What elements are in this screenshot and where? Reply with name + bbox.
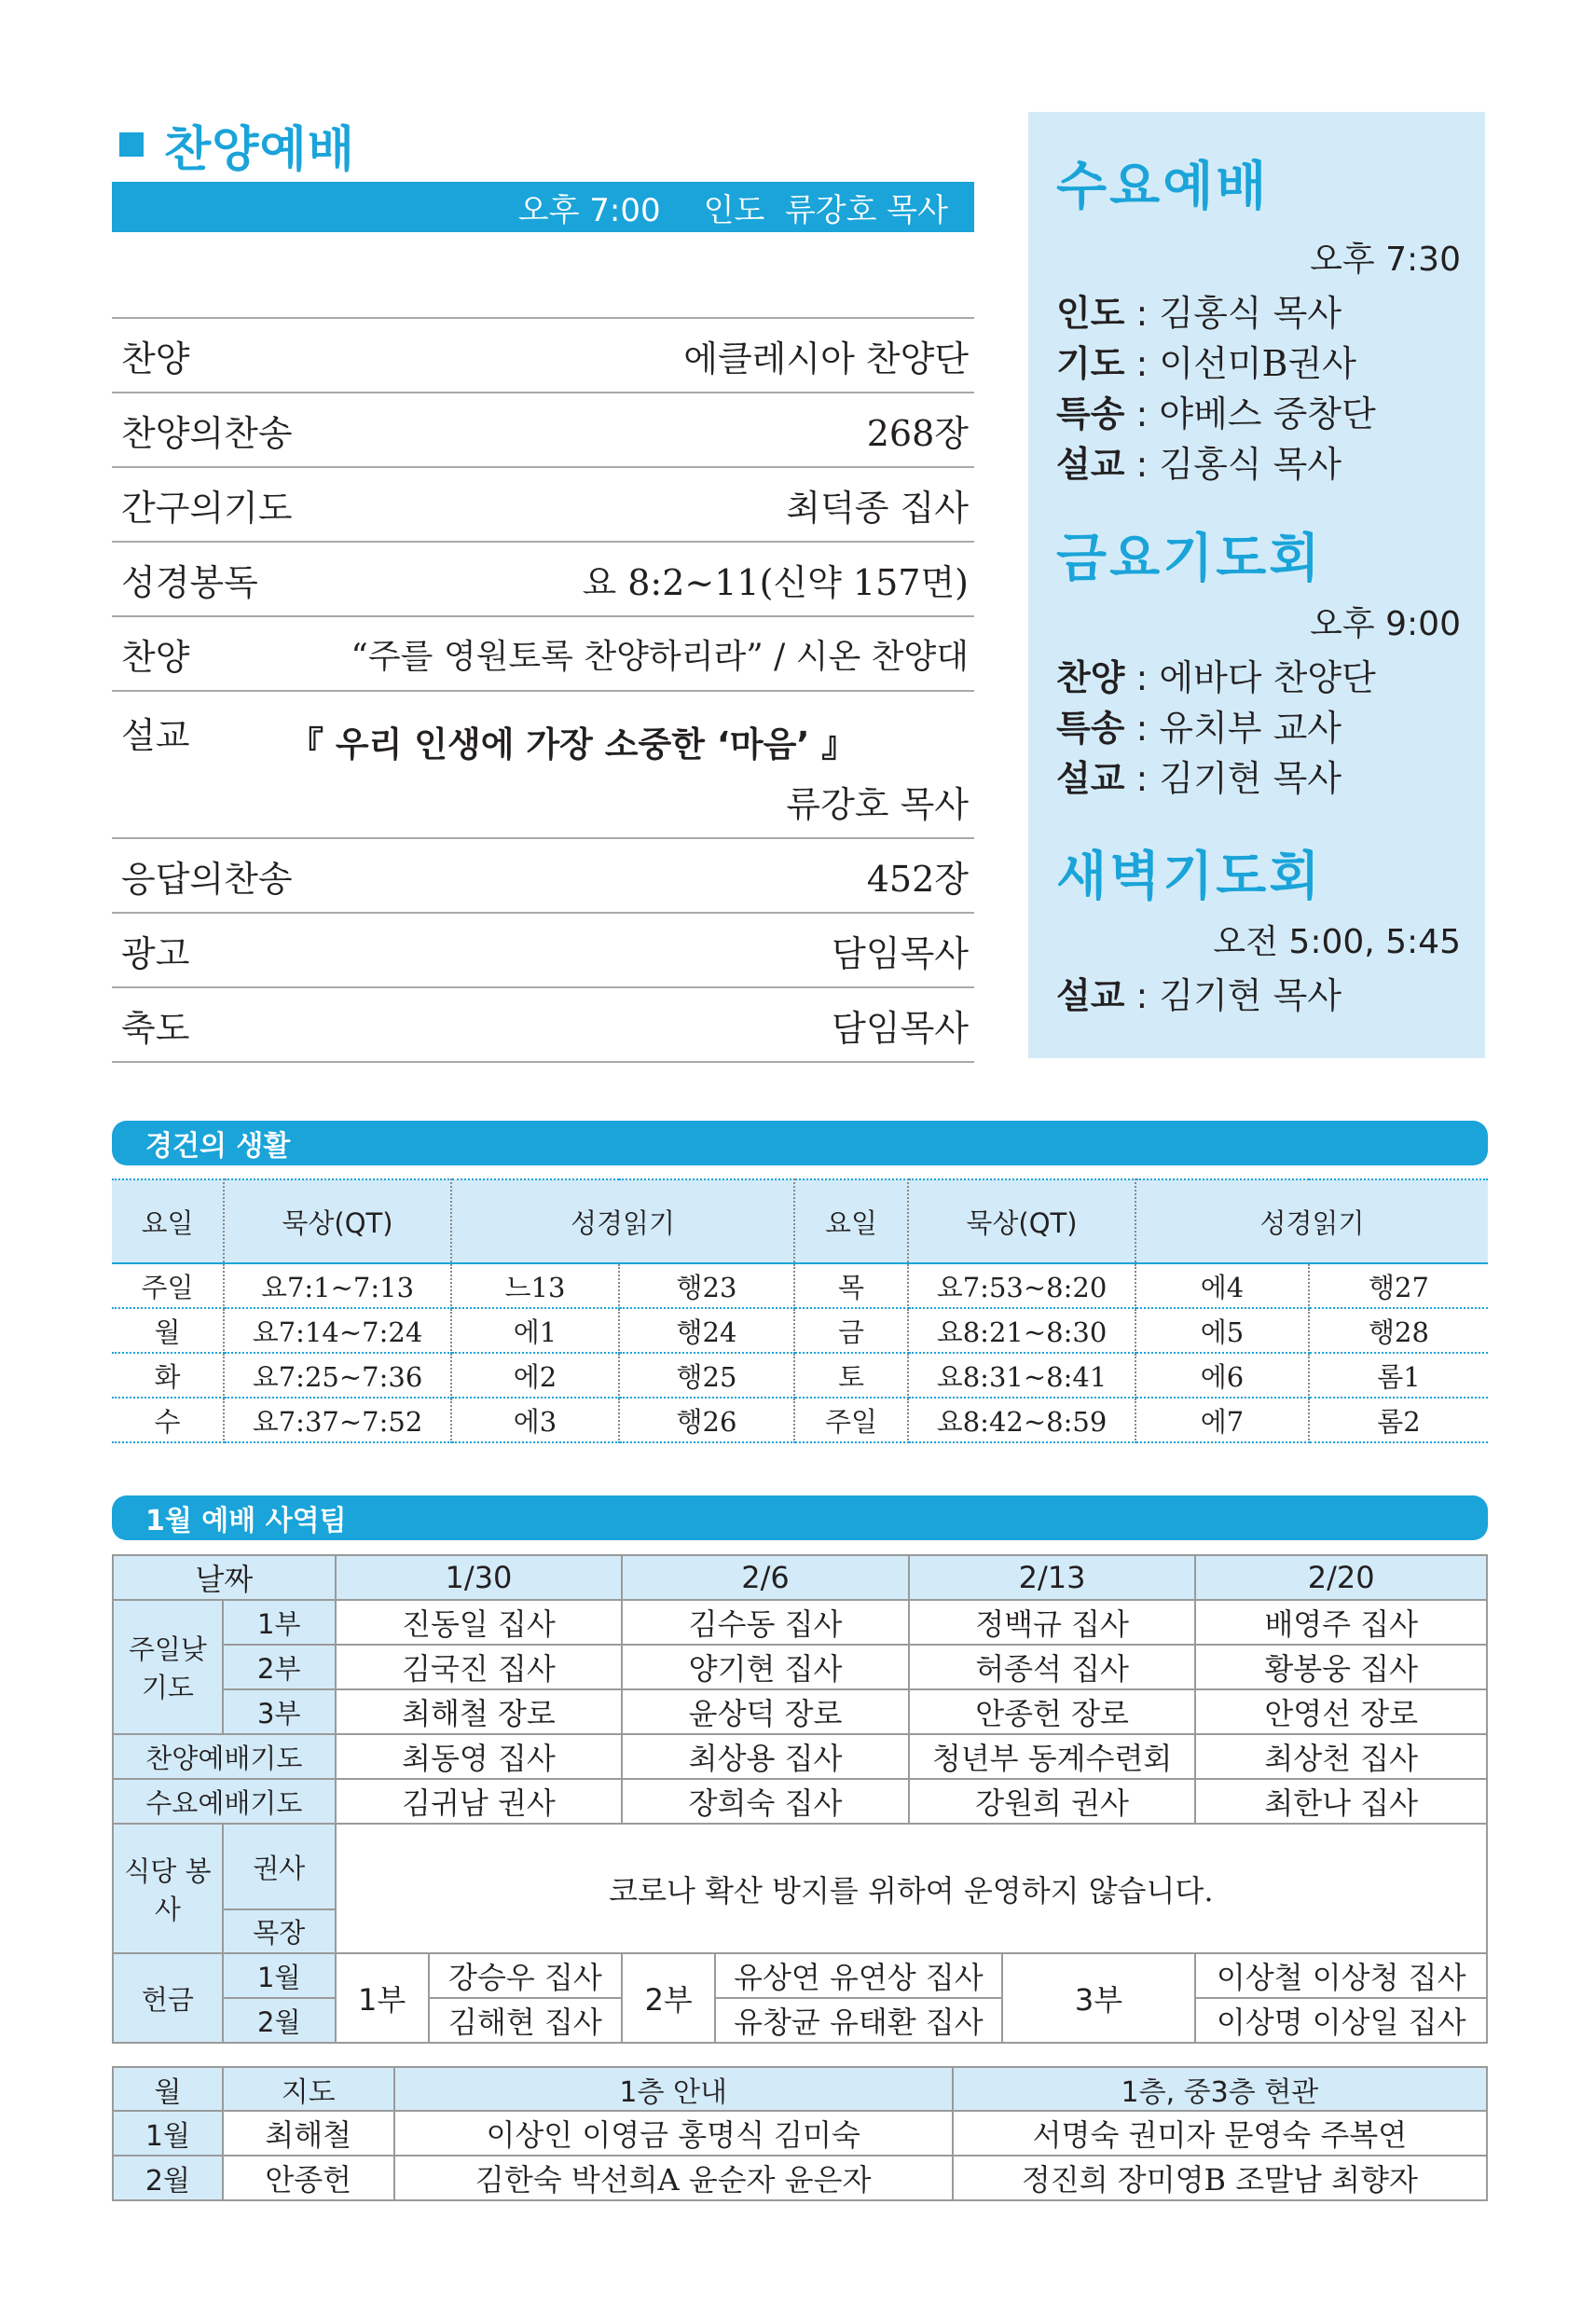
order-item [112, 393, 974, 468]
weekday-services-panel [1028, 112, 1485, 1058]
role-label: 설교 [1056, 975, 1125, 1016]
name-cell: 최동영 집사 [336, 1734, 623, 1779]
name-cell: 양기현 집사 [622, 1645, 909, 1689]
floor1-cell: 이상인 이영금 홍명식 김미숙 [394, 2111, 953, 2156]
day-cell: 목 [794, 1263, 908, 1308]
order-value: 에클레시아 찬양단 [683, 338, 969, 379]
day-cell: 월 [112, 1308, 224, 1353]
order-item [112, 468, 974, 543]
month-label: 1월 [223, 1953, 336, 1998]
role-name: 김기현 목사 [1159, 758, 1342, 799]
friday-prayer-meeting [1056, 517, 1461, 804]
part-label: 1부 [223, 1600, 336, 1645]
reading-cell: 롬1 [1309, 1353, 1488, 1398]
table-row [113, 1689, 1487, 1734]
table-row [113, 1645, 1487, 1689]
order-value: “주를 영원토록 찬양하리라” / 시온 찬양대 [351, 637, 969, 676]
wed-prayer-label: 수요예배기도 [113, 1779, 336, 1824]
day-cell: 화 [112, 1353, 224, 1398]
service-role-line [1056, 338, 1457, 389]
table-row [113, 1953, 1487, 1998]
qt-cell: 요7:1~7:13 [224, 1263, 451, 1308]
praise-prayer-label: 찬양예배기도 [113, 1734, 336, 1779]
wednesday-service [1056, 145, 1461, 489]
reading-cell: 에5 [1135, 1308, 1309, 1353]
name-cell: 강원희 권사 [909, 1779, 1196, 1824]
order-value: 452장 [866, 858, 969, 900]
reading-cell: 행28 [1309, 1308, 1488, 1353]
order-label: 성경봉독 [121, 561, 258, 603]
role-label: 특송 [1056, 393, 1125, 434]
role-label: 특송 [1056, 708, 1125, 749]
order-label: 간구의기도 [121, 487, 293, 529]
sermon-item [112, 692, 974, 839]
praise-service-time: 오후 7:00 [517, 191, 661, 229]
qt-cell: 요7:37~7:52 [224, 1398, 451, 1442]
entrance-header: 1층, 중3층 현관 [953, 2067, 1487, 2111]
separator: : [1124, 975, 1160, 1016]
service-role-line [1056, 753, 1457, 804]
qt-cell: 요8:42~8:59 [908, 1398, 1135, 1442]
leader-header: 지도 [223, 2067, 394, 2111]
sermon-title: 『 우리 인생에 가장 소중한 ‘마음’ 』 [289, 724, 857, 765]
sermon-speaker: 류강호 목사 [786, 784, 969, 825]
praise-service-heading [112, 112, 974, 177]
day-cell: 토 [794, 1353, 908, 1398]
qt-cell: 요8:31~8:41 [908, 1353, 1135, 1398]
name-cell: 유창균 유태환 집사 [715, 1998, 1002, 2043]
sermon-label: 설교 [121, 715, 190, 756]
reading-cell: 행23 [619, 1263, 794, 1308]
devotion-header-row [112, 1179, 1488, 1263]
ministry-team-table [112, 1554, 1488, 2044]
part-label: 2부 [223, 1645, 336, 1689]
order-item [112, 319, 974, 393]
part-label: 1부 [336, 1953, 429, 2043]
role-name: 김홍식 목사 [1159, 293, 1342, 334]
service-role-line [1056, 703, 1457, 753]
qt-cell: 요7:53~8:20 [908, 1263, 1135, 1308]
friday-prayer-title: 금요기도회 [1056, 529, 1323, 589]
worship-order-list [112, 317, 974, 1063]
name-cell: 윤상덕 장로 [622, 1689, 909, 1734]
wednesday-service-title: 수요예배 [1056, 157, 1270, 217]
order-value: 요 8:2~11(신약 157면) [582, 561, 969, 603]
day-cell: 금 [794, 1308, 908, 1353]
reading-cell: 행27 [1309, 1263, 1488, 1308]
cafeteria-label [113, 1824, 223, 1953]
sunday-prayer-label [113, 1600, 223, 1734]
friday-prayer-time: 오후 9:00 [1310, 605, 1461, 643]
name-cell: 이상철 이상청 집사 [1195, 1953, 1487, 1998]
name-cell: 안종헌 장로 [909, 1689, 1196, 1734]
name-cell: 정백규 집사 [909, 1600, 1196, 1645]
floor1-cell: 김한숙 박선희A 윤순자 윤은자 [394, 2156, 953, 2200]
separator: : [1124, 393, 1160, 434]
role-label: 인도 [1056, 293, 1125, 334]
reading-cell: 에1 [451, 1308, 619, 1353]
role-name: 이선미B권사 [1159, 343, 1356, 384]
name-cell: 최해철 장로 [336, 1689, 623, 1734]
dawn-prayer-time: 오전 5:00, 5:45 [1213, 923, 1461, 961]
name-cell: 김국진 집사 [336, 1645, 623, 1689]
name-cell: 최한나 집사 [1195, 1779, 1487, 1824]
separator: : [1124, 343, 1160, 384]
order-item [112, 914, 974, 988]
leader-cell: 안종헌 [223, 2156, 394, 2200]
name-cell: 이상명 이상일 집사 [1195, 1998, 1487, 2043]
role-name: 야베스 중창단 [1159, 393, 1376, 434]
order-item [112, 543, 974, 617]
dawn-prayer-meeting [1056, 835, 1461, 1021]
name-cell: 황봉웅 집사 [1195, 1645, 1487, 1689]
devotion-section-header: 경건의 생활 [112, 1121, 1488, 1165]
team-section-header: 1월 예배 사역팀 [112, 1495, 1488, 1540]
role-label: 찬양 [1056, 657, 1125, 698]
reading-header: 성경읽기 [1135, 1179, 1488, 1263]
qt-header: 묵상(QT) [908, 1179, 1135, 1263]
name-cell: 배영주 집사 [1195, 1600, 1487, 1645]
separator: : [1124, 657, 1160, 698]
cafeteria-sub-label: 목장 [223, 1909, 336, 1953]
table-row [112, 1398, 1488, 1442]
reading-cell: 에3 [451, 1398, 619, 1442]
team-header-row [113, 1555, 1487, 1600]
table-row [112, 1353, 1488, 1398]
square-bullet-icon [119, 132, 144, 157]
date-header: 2/6 [622, 1555, 909, 1600]
name-cell: 청년부 동계수련회 [909, 1734, 1196, 1779]
cafeteria-sub-label: 권사 [223, 1824, 336, 1909]
role-name: 김홍식 목사 [1159, 444, 1342, 485]
separator: : [1124, 708, 1160, 749]
order-item [112, 988, 974, 1063]
separator: : [1124, 293, 1160, 334]
order-label: 찬양 [121, 636, 190, 678]
order-value: 최덕종 집사 [786, 487, 969, 529]
name-cell: 진동일 집사 [336, 1600, 623, 1645]
wednesday-service-time: 오후 7:30 [1310, 241, 1461, 279]
devotion-table [112, 1178, 1488, 1443]
qt-cell: 요7:25~7:36 [224, 1353, 451, 1398]
month-label: 2월 [223, 1998, 336, 2043]
table-row [113, 1734, 1487, 1779]
day-header: 요일 [794, 1179, 908, 1263]
service-role-line [1056, 389, 1457, 439]
date-header: 1/30 [336, 1555, 623, 1600]
praise-service-title: 찬양예배 [164, 121, 355, 178]
table-row [113, 1998, 1487, 2043]
order-label: 응답의찬송 [121, 858, 293, 900]
day-cell: 주일 [794, 1398, 908, 1442]
order-value: 담임목사 [832, 1007, 969, 1049]
qt-cell: 요8:21~8:30 [908, 1308, 1135, 1353]
separator: : [1124, 444, 1160, 485]
name-cell: 안영선 장로 [1195, 1689, 1487, 1734]
name-cell: 김해현 집사 [429, 1998, 623, 2043]
name-cell: 최상천 집사 [1195, 1734, 1487, 1779]
part-label: 3부 [223, 1689, 336, 1734]
role-label: 기도 [1056, 343, 1125, 384]
entrance-cell: 서명숙 권미자 문영숙 주복연 [953, 2111, 1487, 2156]
table-row [113, 1824, 1487, 1909]
date-header: 2/20 [1195, 1555, 1487, 1600]
floor1-header: 1층 안내 [394, 2067, 953, 2111]
order-label: 찬양 [121, 338, 190, 379]
name-cell: 장희숙 집사 [622, 1779, 909, 1824]
service-role-line [1056, 288, 1457, 338]
cafeteria-label-text: 식당 봉사 [124, 1854, 212, 1925]
leader-cell: 최해철 [223, 2111, 394, 2156]
role-label: 설교 [1056, 758, 1125, 799]
reading-header: 성경읽기 [451, 1179, 794, 1263]
qt-header: 묵상(QT) [224, 1179, 451, 1263]
order-value: 담임목사 [832, 932, 969, 974]
sunday-prayer-label-text: 주일낮 기도 [128, 1633, 207, 1703]
role-name: 김기현 목사 [1159, 975, 1342, 1016]
offering-label: 헌금 [113, 1953, 223, 2043]
table-row [113, 1600, 1487, 1645]
reading-cell: 행26 [619, 1398, 794, 1442]
table-row [113, 2111, 1487, 2156]
table-row [113, 1779, 1487, 1824]
name-cell: 최상용 집사 [622, 1734, 909, 1779]
day-cell: 수 [112, 1398, 224, 1442]
part-label: 3부 [1002, 1953, 1196, 2043]
usher-guide-table [112, 2066, 1488, 2201]
month-header: 월 [113, 2067, 223, 2111]
reading-cell: 에2 [451, 1353, 619, 1398]
table-row [113, 2156, 1487, 2200]
name-cell: 허종석 집사 [909, 1645, 1196, 1689]
order-label: 광고 [121, 932, 190, 974]
cafeteria-notice: 코로나 확산 방지를 위하여 운영하지 않습니다. [336, 1824, 1487, 1953]
order-label: 찬양의찬송 [121, 412, 293, 454]
entrance-cell: 정진희 장미영B 조말남 최향자 [953, 2156, 1487, 2200]
service-role-line [1056, 971, 1457, 1021]
service-role-line [1056, 653, 1457, 703]
reading-cell: 느13 [451, 1263, 619, 1308]
order-item [112, 617, 974, 692]
day-cell: 주일 [112, 1263, 224, 1308]
praise-service-leader: 인도 류강호 목사 [703, 191, 948, 229]
part-label: 2부 [622, 1953, 715, 2043]
name-cell: 강승우 집사 [429, 1953, 623, 1998]
name-cell: 김귀남 권사 [336, 1779, 623, 1824]
reading-cell: 롬2 [1309, 1398, 1488, 1442]
reading-cell: 행24 [619, 1308, 794, 1353]
table-row [112, 1263, 1488, 1308]
order-item [112, 839, 974, 914]
day-header: 요일 [112, 1179, 224, 1263]
praise-service-section [112, 112, 974, 1049]
month-cell: 2월 [113, 2156, 223, 2200]
name-cell: 유상연 유연상 집사 [715, 1953, 1002, 1998]
table-row [112, 1308, 1488, 1353]
month-cell: 1월 [113, 2111, 223, 2156]
reading-cell: 에4 [1135, 1263, 1309, 1308]
reading-cell: 에7 [1135, 1398, 1309, 1442]
role-name: 유치부 교사 [1159, 708, 1342, 749]
role-name: 에바다 찬양단 [1159, 657, 1376, 698]
reading-cell: 행25 [619, 1353, 794, 1398]
order-value: 268장 [866, 412, 969, 454]
dawn-prayer-title: 새벽기도회 [1056, 847, 1323, 907]
guide-header-row [113, 2067, 1487, 2111]
role-label: 설교 [1056, 444, 1125, 485]
reading-cell: 에6 [1135, 1353, 1309, 1398]
date-label: 날짜 [113, 1555, 336, 1600]
order-label: 축도 [121, 1007, 190, 1049]
service-role-line [1056, 439, 1457, 489]
praise-service-info-bar [112, 182, 974, 232]
qt-cell: 요7:14~7:24 [224, 1308, 451, 1353]
separator: : [1124, 758, 1160, 799]
name-cell: 김수동 집사 [622, 1600, 909, 1645]
date-header: 2/13 [909, 1555, 1196, 1600]
